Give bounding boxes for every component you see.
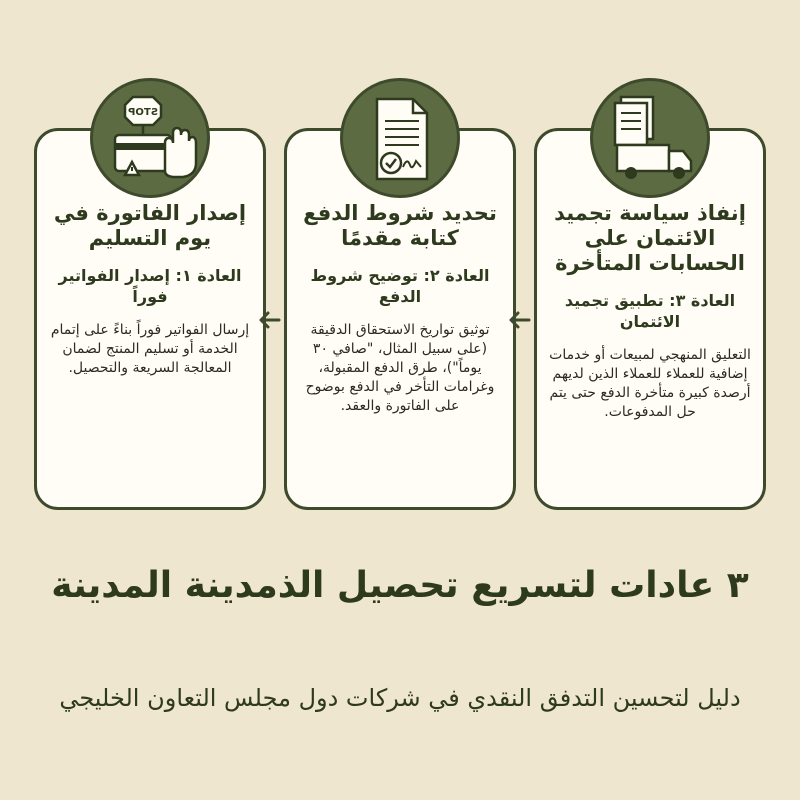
habit-1-label: العادة ١: إصدار الفواتير فوراً [58,266,242,306]
stop-sign-text: STOP [128,107,158,118]
habit-3-description: التعليق المنهجي لمبيعات أو خدمات إضافية للعملاء للعملاء الذين لديهم أرصدة كبيرة متأخرة الدفع حتى يتم حل المدفوعات. [549,347,751,420]
habit-3-title: إنفاذ سياسة تجميد الائتمان على الحسابات المتأخرة [554,201,746,275]
habit-2-description: توثيق تواريخ الاستحقاق الدقيقة (على سبيل المثال، "صافي ٣٠ يوماً")، طرق الدفع المقبولة، وغرامات التأخر في الدفع بوضوح على الفاتورة والعقد. [305,322,495,414]
habit-1-title: إصدار الفاتورة في يوم التسليم [53,201,247,250]
habit-3-label: العادة ٣: تطبيق تجميد الائتمان [564,291,736,331]
habit-1-description: إرسال الفواتير فوراً بناءً على إتمام الخدمة أو تسليم المنتج لضمان المعالجة السريعة والتحصيل. [50,322,250,376]
arrow-left-icon [255,305,285,335]
main-title: ٣ عادات لتسريع تحصيل الذمدينة المدينة [51,565,749,606]
stop-sign-hand-card-warning-icon [90,78,210,198]
habit-2-label: العادة ٢: توضيح شروط الدفع [310,266,490,306]
habit-card-1-content [47,201,253,497]
subtitle: دليل لتحسين التدفق النقدي في شركات دول مجلس التعاون الخليجي [59,684,741,712]
habit-2-title: تحديد شروط الدفع كتابة مقدمًا [303,201,497,250]
habit-card-2-content [297,201,503,497]
invoice-delivery-truck-icon [590,78,710,198]
arrow-left-icon [505,305,535,335]
habit-card-3-content [547,201,753,497]
document-checkmark-signature-icon [340,78,460,198]
